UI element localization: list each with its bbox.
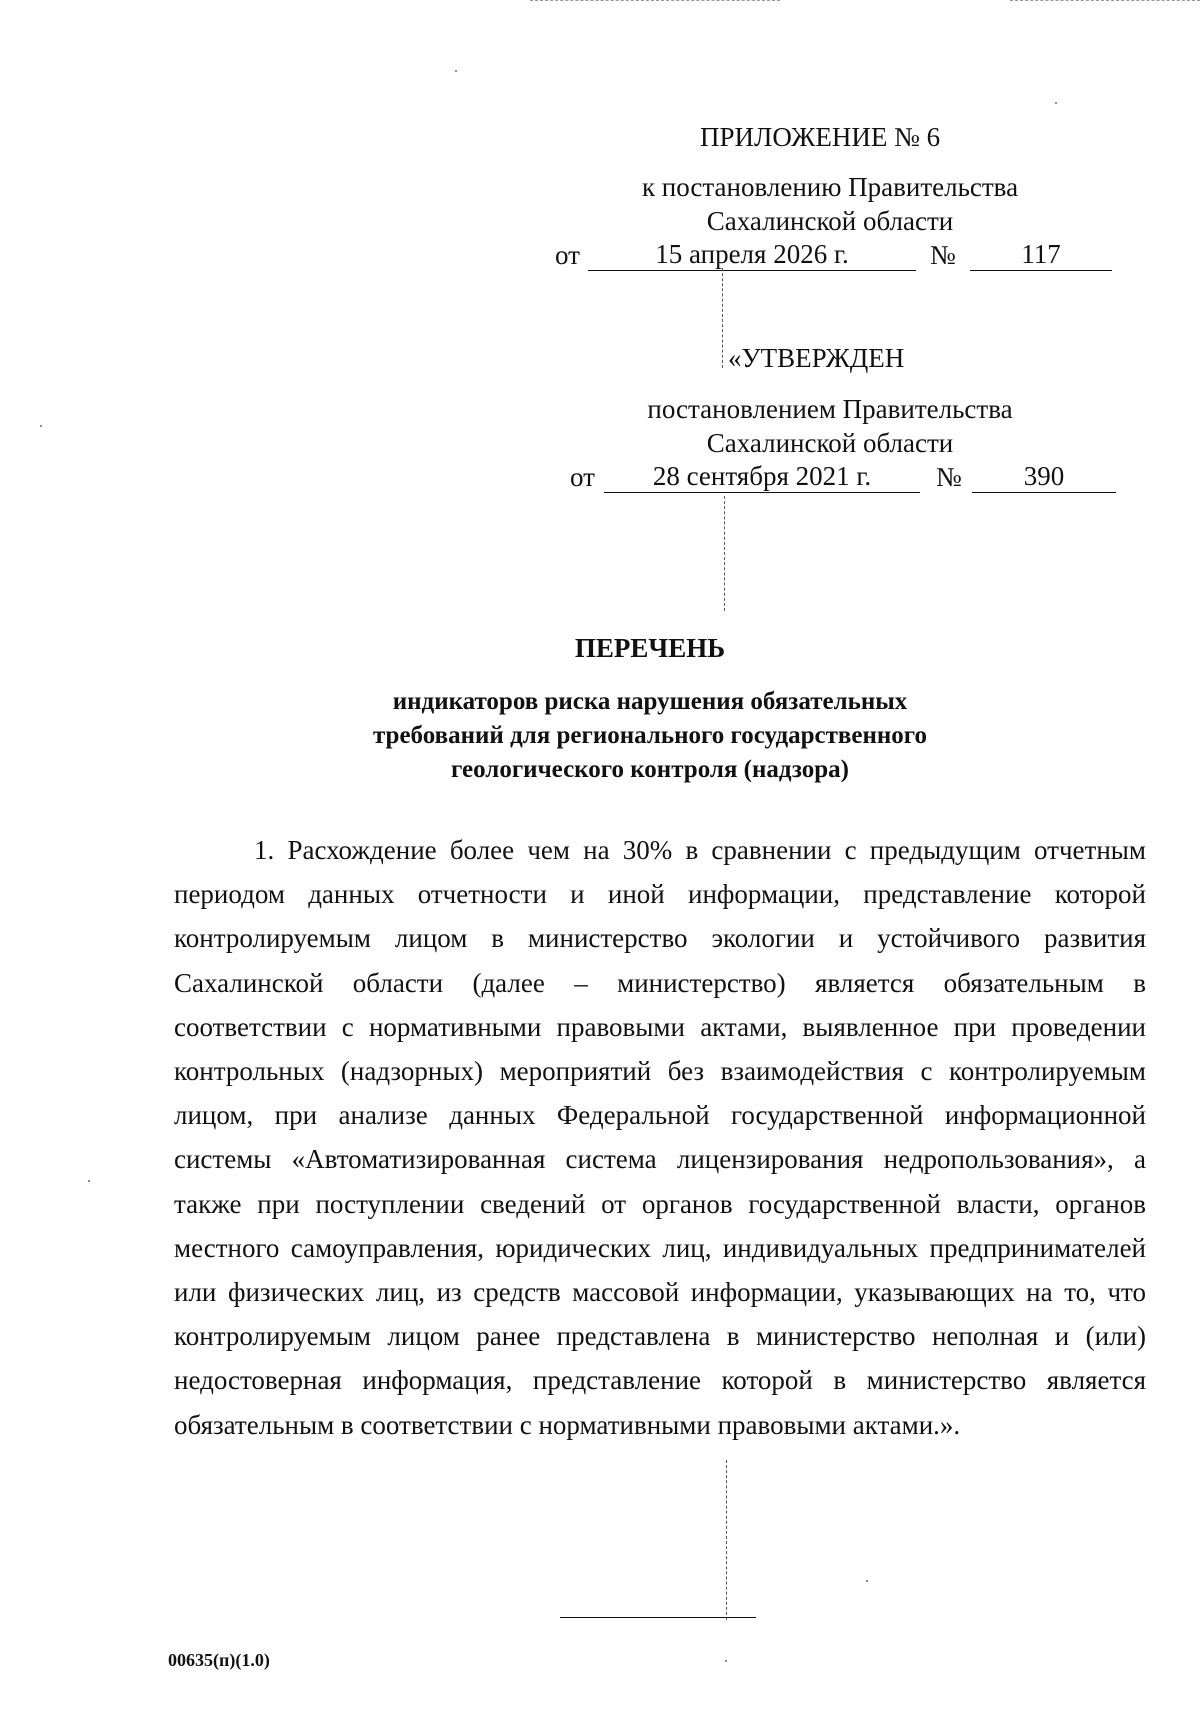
decree-number: 117 xyxy=(970,238,1112,271)
decree-reference-line2: Сахалинской области xyxy=(706,206,954,236)
scan-speck xyxy=(40,425,42,427)
scan-speck xyxy=(1055,102,1057,104)
document-subtitle-line2: требований для регионального государственного xyxy=(372,722,928,749)
decree-reference-line1: к постановлению Правительства xyxy=(641,172,1019,202)
date-prefix: от xyxy=(555,240,580,270)
approved-number-prefix: № xyxy=(936,462,962,492)
appendix-title: ПРИЛОЖЕНИЕ № 6 xyxy=(700,122,941,152)
paragraph-1: 1. Расхождение более чем на 30% в сравнении с предыдущим отчетным периодом данных отчетности и иной информации, представление которой контролируемым лицом в министерство экологии и устойчивого развития Сахалинской области (далее – министерство) является обязательным в соответствии с нормативными правовыми актами, выявленное при проведении контрольных (надзорных) мероприятий без взаимодействия с контролируемым лицом, при анализе данных Федеральной государственной информационной системы «Автоматизированная система лицензирования недропользования», а также при поступлении сведений от органов государственной власти, органов местного самоуправления, юридических лиц, индивидуальных предпринимателей или физических лиц, из средств массовой информации, указывающих на то, что контролируемым лицом ранее представлена в министерство неполная и (или) недостоверная информация, представление которой в министерство является обязательным в соответствии с нормативными правовыми актами.». xyxy=(174,835,1146,1440)
document-code: 00635(п)(1.0) xyxy=(168,1650,270,1670)
scan-artifact xyxy=(724,496,725,611)
approved-number: 390 xyxy=(972,460,1116,493)
scan-artifact xyxy=(722,268,723,368)
scan-speck xyxy=(88,1180,90,1182)
document-subtitle-line3: геологического контроля (надзора) xyxy=(451,756,849,783)
document-title: ПЕРЕЧЕНЬ xyxy=(574,633,726,663)
scan-speck xyxy=(866,1580,868,1582)
approved-line1: постановлением Правительства xyxy=(647,394,1013,424)
document-subtitle-line1: индикаторов риска нарушения обязательных xyxy=(392,688,908,715)
number-prefix: № xyxy=(930,240,956,270)
approved-line2: Сахалинской области xyxy=(706,428,954,458)
end-rule xyxy=(560,1617,756,1618)
scan-artifact xyxy=(1010,0,1200,1)
scan-speck xyxy=(725,1660,727,1662)
approved-date-prefix: от xyxy=(570,462,595,492)
scan-artifact xyxy=(726,1460,727,1620)
scan-speck xyxy=(455,70,457,72)
approved-title: «УТВЕРЖДЕН xyxy=(728,343,905,373)
approved-date: 28 сентября 2021 г. xyxy=(604,460,920,493)
decree-date: 15 апреля 2026 г. xyxy=(588,238,916,271)
scan-artifact xyxy=(530,0,780,1)
